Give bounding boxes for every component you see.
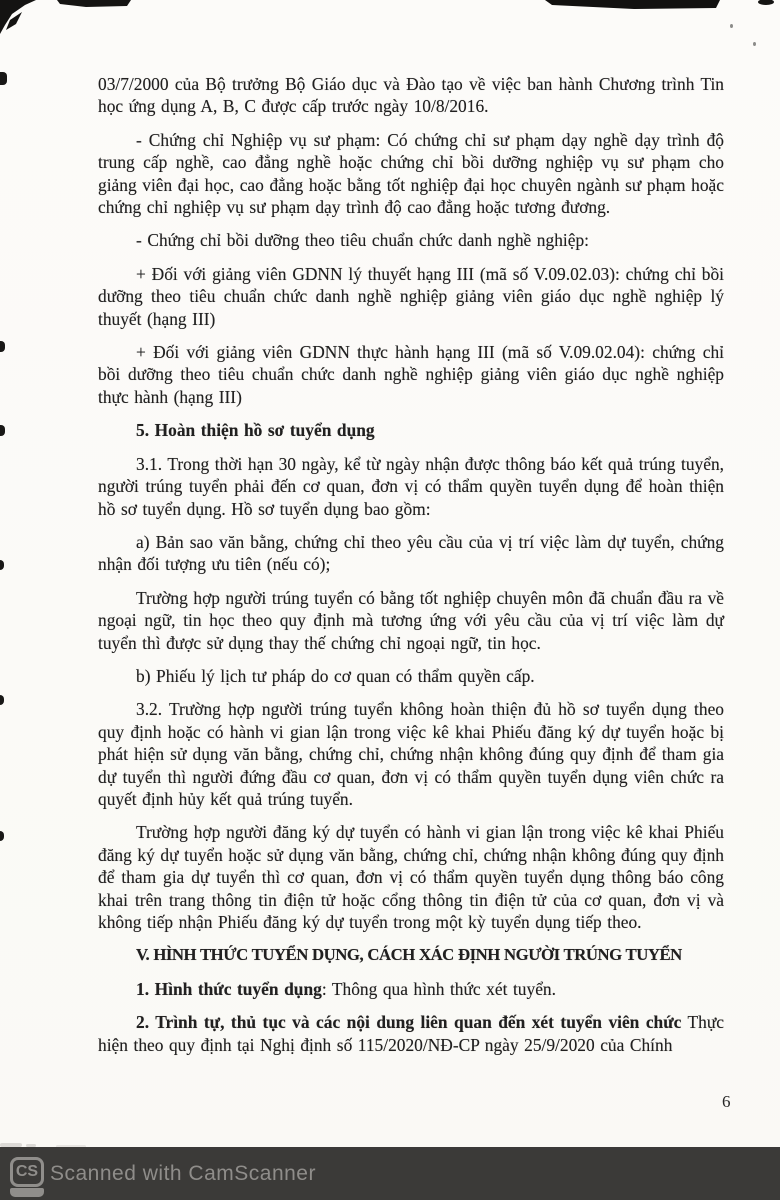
section-heading-5: 5. Hoàn thiện hồ sơ tuyển dụng [136,420,375,441]
item-1-label: 1. Hình thức tuyển dụng [136,978,322,999]
para-giang-vien-thuc-hanh: + Đối với giảng viên GDNN thực hành hạng III (mã số V.09.02.04): chứng chỉ bồi dưỡng theo tiêu chuẩn chức danh nghề nghiệp giảng viên giáo dục nghề nghiệp thực hành (hạng III) [98,342,724,407]
item-1-text: : Thông qua hình thức xét tuyển. [321,978,556,999]
camscanner-logo-icon [10,1157,44,1198]
para-truong-hop-1: Trường hợp người trúng tuyển có bằng tốt nghiệp chuyên môn đã chuẩn đầu ra về ngoại ngữ, tin học theo quy định mà tương ứng với yêu cầu của vị trí việc làm dự tuyển thì được sử dụng thay thế chứng chỉ ngoại ngữ, tin học. [98,587,724,653]
scan-speck-2 [753,42,756,46]
para-chung-chi-su-pham: - Chứng chỉ Nghiệp vụ sư phạm: Có chứng chỉ sư phạm dạy nghề dạy trình độ trung cấp nghề, cao đẳng nghề hoặc chứng chỉ bồi dưỡng nghiệp vụ sư phạm cho giảng viên đại học, cao đẳng hoặc bằng tốt nghiệp đại học chuyên ngành sư phạm hoặc chứng chỉ nghiệp vụ sư phạm dạy trình độ cao đẳng hoặc tương đương. [98,129,724,218]
para-giang-vien-ly-thuyet: + Đối với giảng viên GDNN lý thuyết hạng III (mã số V.09.02.03): chứng chỉ bồi dưỡng theo tiêu chuẩn chức danh nghề nghiệp giảng viên giáo dục nghề nghiệp lý thuyết (hạng III) [98,263,724,329]
item-2-text: Thực hiện theo quy định tại Nghị định số 115/2020/NĐ-CP ngày 25/9/2020 của Chính [98,1012,724,1055]
section-heading-v: V. HÌNH THỨC TUYỂN DỤNG, CÁCH XÁC ĐỊNH NGƯỜI TRÚNG TUYỂN [136,945,682,965]
scan-mark-left-1 [0,72,7,85]
para-3-2: 3.2. Trường hợp người trúng tuyển không hoàn thiện đủ hồ sơ tuyển dụng theo quy định hoặc có hành vi gian lận trong việc kê khai Phiếu đăng ký dự tuyển hoặc bị phát hiện sử dụng văn bằng, chứng chỉ, chứng nhận không đúng quy định để tham gia dự tuyển thì người đứng đầu cơ quan, đơn vị có thẩm quyền tuyển dụng viên chức ra quyết định hủy kết quả trúng tuyển. [98,699,724,809]
para-a: a) Bản sao văn bằng, chứng chỉ theo yêu cầu của vị trí việc làm dự tuyển, chứng nhận đối tượng ưu tiên (nếu có); [98,531,724,575]
scan-mark-left-2 [0,341,5,352]
para-chung-chi-boi-duong: - Chứng chỉ bồi dưỡng theo tiêu chuẩn chức danh nghề nghiệp: [136,230,589,251]
para-truong-hop-2: Trường hợp người đăng ký dự tuyển có hành vi gian lận trong việc kê khai Phiếu đăng ký dự tuyển hoặc sử dụng văn bằng, chứng chỉ, chứng nhận không đúng quy định để tham gia dự tuyển thì cơ quan, đơn vị có thẩm quyền tuyển dụng thông báo công khai trên trang thông tin điện tử hoặc cổng thông tin điện tử của cơ quan, đơn vị và không tiếp nhận Phiếu đăng ký dự tuyển trong một kỳ tuyển dụng tiếp theo. [98,822,724,932]
item-2-label: 2. Trình tự, thủ tục và các nội dung liên quan đến xét tuyển viên chức [136,1012,682,1033]
camscanner-watermark-bar [0,1147,780,1200]
document-body [98,73,724,1067]
para-3-1: 3.1. Trong thời hạn 30 ngày, kể từ ngày nhận được thông báo kết quả trúng tuyển, người trúng tuyển phải đến cơ quan, đơn vị có thẩm quyền tuyển dụng để hoàn thiện hồ sơ tuyển dụng. Hồ sơ tuyển dụng bao gồm: [98,453,724,519]
para-continuation: 03/7/2000 của Bộ trưởng Bộ Giáo dục và Đào tạo về việc ban hành Chương trình Tin học ứng dụng A, B, C được cấp trước ngày 10/8/2016. [98,74,724,117]
para-item-1 [98,978,724,1000]
scan-mark-left-3 [0,425,5,436]
scan-mark-left-6 [0,831,4,841]
para-item-2 [98,1011,724,1056]
camscanner-logo-base [10,1188,44,1197]
scan-mark-left-4 [0,560,4,570]
para-b: b) Phiếu lý lịch tư pháp do cơ quan có thẩm quyền cấp. [136,665,535,686]
scan-speck-1 [730,24,733,28]
scan-edge-artifacts [0,0,780,44]
page-number: 6 [722,1092,731,1111]
scan-mark-left-5 [0,695,4,705]
camscanner-logo-text: CS [10,1157,44,1187]
camscanner-label: Scanned with CamScanner [50,1161,316,1185]
